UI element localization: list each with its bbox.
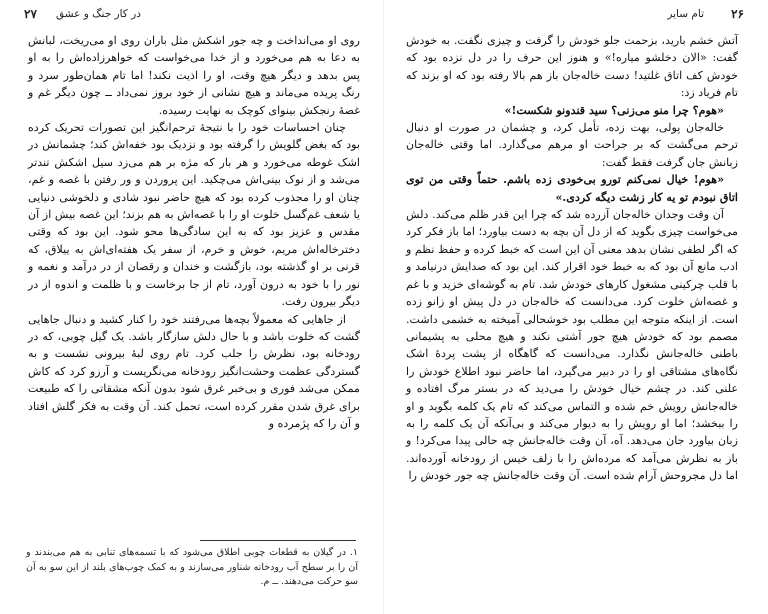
left-paragraph-2: چنان احساسات خود را با نتیجهٔ ترحم‌انگیز این تصورات تحریک کرده بود که بغض گلویش را گرفته بود و نزدیک بود خفه‌اش کند؛ چشمانش در اشک غوطه می‌خورد و هر بار که مژه بر هم می‌زد سیل اشکش تندتر می‌شد و از نوک بینی‌اش می‌چکید. این پروردن و ور رفتن با غصه و غم، چنان او را مجذوب کرده بود که هیچ حاضر نبود شادی و دلخوشی دنیایی یا شعف غم‌گسل خلوت او را با غصه‌اش به هم بزند؛ این غصه بیش از آن مقدس و عزیز بود که به این سادگی‌ها محو شود. این بود که وقتی دخترخاله‌اش مریم، خوش و خرم، از سفر یک هفته‌ای‌اش به ییلاق، که قرنی بر او گذشته بود، بازگشت و خندان و رقصان از در درآمد و نغمه و نور را با خود به درون آورد، تام از جا برخاست و با ظلمت و اندوه از در دیگر بیرون رفت. [28,121,360,309]
left-running-title: در کار جنگ و عشق [56,8,141,20]
left-page-header [24,8,360,26]
right-quote-1: «هوم؟ چرا منو می‌زنی؟ سید قندونو شکست!» [504,103,724,117]
right-page-header [408,8,744,26]
footnote-rule [200,540,356,541]
right-running-title: تام سایر [667,8,704,20]
footnote: ۱. در گیلان به قطعات چوبی اطلاق می‌شود که با تسمه‌های تنابی به هم می‌بندند و آن را بر سطح آب رودخانه شناور می‌سازند و به کمک چوب‌های بلند از این سو به آن سو حرکت می‌دهند. ــ م. [26,547,358,587]
right-page [384,0,768,614]
right-paragraph-2: خاله‌جان پولی، بهت زده، تأمل کرد، و چشمان در صورت او دنبال ترحم می‌گشت که بر جراحت او مرهم می‌گذارد. اما وقتی خاله‌جان زبانش جان گرفت فقط گفت: [406,121,738,169]
left-page-number: ۲۷ [24,7,37,21]
left-paragraph-3: از جاهایی که معمولاً بچه‌ها می‌رفتند خود را کنار کشید و دنبال جاهایی گشت که خلوت باشد و با حال دلش سازگار باشد. یک گیل چوبی، که در رودخانه بود، نظرش را جلب کرد. تام روی لبهٔ بیرونی نشست و به گستردگی عظمت وحشت‌انگیز رودخانه می‌نگریست و آرزو کرد که کاش ممکن می‌شد فوری و بی‌خبر غرق شود بدون آنکه مشقاتی را که طبیعت برای غرق شدن مقرر کرده است، تحمل کند. آن وقت به فکر گلش افتاد و آن را که پژمرده و [28,312,360,430]
left-paragraph-1: روی او می‌انداخت و چه جور اشکش مثل باران روی او می‌ریخت، لبانش به دعا به هم می‌خورد و از خدا می‌خواست که خواهرزاده‌اش را به او پس بدهد و دیگر هیچ وقت، او را اذیت نکند! اما تام همان‌طور سرد و رنگ پریده می‌ماند و هیچ نشانی از خود بروز نمی‌داد ــ چون دیگر غم و غصهٔ رنجکش بینوای کوچک به نهایت رسیده. [28,34,360,117]
left-page-body [28,32,360,432]
right-paragraph-3: آن وقت وجدان خاله‌جان آزرده شد که چرا این قدر ظلم می‌کند. دلش می‌خواست چیزی بگوید که از دل آن بچه به دست بیاورد؛ اما باز فکر کرد که اگر لطفی نشان بدهد معنی آن این است که خبط کرده و حفظ نظم و ادب مانع آن بود که به خبط خود اقرار کند. این بود که صدایش درنیامد و با قلب چرکینی مشغول کارهای خودش شد. تام به گوشه‌ای خزید و با غم و غصه‌اش خلوت کرد. می‌دانست که خاله‌جان در دل پیش او زانو زده است. از اینکه متوجه این مطلب بود خوشحالی آمیخته به خشمی داشت. مصمم بود که خودش هیچ جور آشتی نکند و هیچ محلی به پشیمانی باطنی خاله‌جانش نگذارد. می‌دانست که گاهگاه از پشت پردهٔ اشک نگاه‌های مشتاقی او را در دبیر می‌گیرد، اما حاضر نبود اطلاع خودش را علنی کند. در چشم خیال خودش را می‌دید که در بستر مرگ افتاده و خاله‌جانش رویش خم شده و التماس می‌کند که تام یک کلمه بگوید و او را ببخشد؛ اما او رویش را به دیوار می‌کند و بی‌آنکه آن یک کلمه را به زبان بیاورد جان می‌دهد. آه، آن وقت خاله‌جانش چه حالی پیدا می‌کرد! و باز به نظرش می‌آمد که مرده‌اش را با زلف خیس از رودخانه آورده‌اند. اما دل مجروحش آرام شده است. آن وقت خاله‌جانش چه جور خودش را [406,208,738,483]
right-page-body [406,32,738,485]
right-paragraph-1: آتش خشم بارید، بزحمت جلو خودش را گرفت و چیزی نگفت. به خودش گفت: «الان دخلشو میاره!» و هنوز این حرف را در دل نزده بود که خودش کف اتاق غلتید! دست خاله‌جان باز هم بالا رفته بود که او بزند که تام فریاد زد: [406,34,738,100]
right-page-number: ۲۶ [731,7,744,21]
right-quote-2: «هوم! خیال نمی‌کنم تورو بی‌خودی زده باشم. حتماً وقتی من توی اتاق نبودم تو یه کار زشت دیگه کردی.» [406,173,738,204]
